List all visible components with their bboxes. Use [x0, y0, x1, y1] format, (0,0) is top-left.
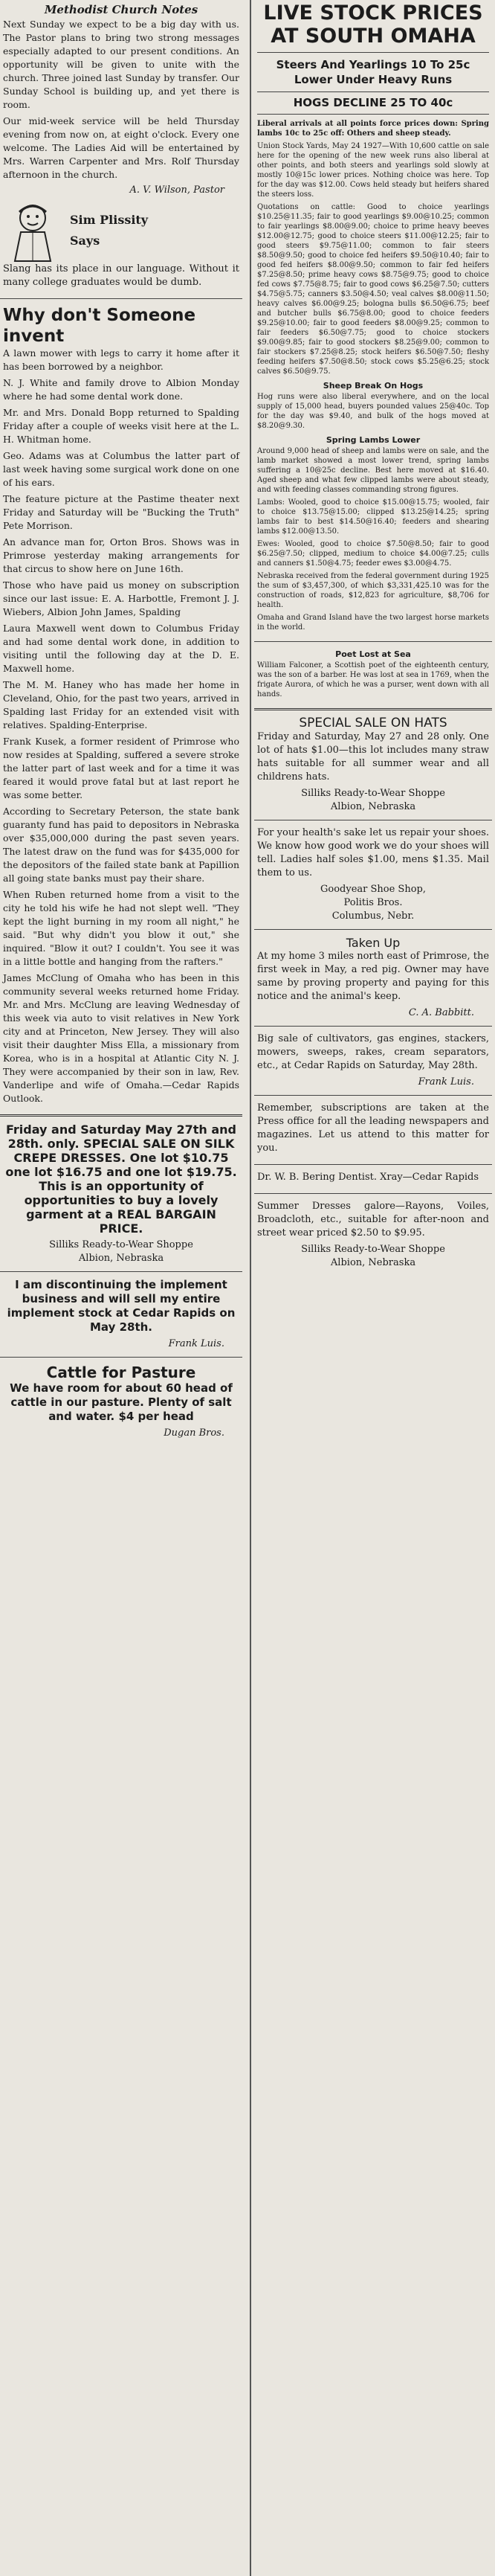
livestock-p4: Around 9,000 head of sheep and lambs were on sale, and the lamb market showed a most lower trend, spring lambs suffering a 10@25c decline. Best here moved at $16.40. Aged sheep and what few clipped lambs were about steady, and with feeding classes commanding strong figures.: [257, 447, 489, 494]
shoe-owner: Politis Bros.: [343, 897, 403, 908]
cattle-sign: Dugan Bros.: [164, 1427, 224, 1439]
hats-store: Silliks Ready-to-Wear Shoppe: [301, 788, 445, 799]
hats-ad: [254, 715, 492, 815]
why-item-12: James McClung of Omaha who has been in this community several weeks returned home Friday. Mr. and Mrs. McClung are leaving Wednesday of this week via auto to visit relatives in New York city and at Princeton, New Jersey. They will also visit their daughter Miss Ella, a missionary from Korea, who is in a hospital at Atlantic City N. J. They were accompanied by their son in law, Rev. Vanderlipe and wife of Omaha.—Cedar Rapids Outlook.: [3, 972, 239, 1104]
why-item-5: An advance man for, Orton Bros. Shows was in Primrose yesterday making arrangements for that circus to show here on June 16th.: [3, 536, 239, 574]
silk-dress-ad: [0, 1121, 242, 1267]
livestock-sub-1: Steers And Yearlings 10 To 25c Lower Under Heavy Runs: [276, 58, 470, 86]
big-sale-text: Big sale of cultivators, gas engines, stackers, mowers, sweeps, rakes, cream separators, etc., at Cedar Rapids on Saturday, May 28th.: [257, 1033, 489, 1071]
implement-ad: [0, 1276, 242, 1352]
silk-dress-text: Friday and Saturday May 27th and 28th. only. SPECIAL SALE ON SILK CREPE DRESSES. One lot $10.75 one lot $16.75 and one lot $19.75. This is an opportunity of opportunities to buy a lovely garment at a REAL BARGAIN PRICE.: [5, 1122, 237, 1236]
livestock-p6: Ewes: Wooled, good to choice $7.50@8.50; fair to good $6.25@7.50; clipped, medium to choice $4.00@7.25; culls and canners $1.50@4.75; feeder ewes $3.00@4.75.: [257, 540, 489, 568]
livestock-p8: Omaha and Grand Island have the two largest horse markets in the world.: [257, 614, 489, 632]
livestock-p1: Union Stock Yards, May 24 1927—With 10,600 cattle on sale here for the opening of the new week runs also liberal at other points, and both steers and yearlings sold slowly at mostly 10@15c lower prices. Nothing choice was here. Top for the day was $12.00. Cows held steady but heifers shared the steers loss.: [257, 142, 489, 199]
sim-header: [3, 199, 239, 263]
livestock-p3: Hog runs were also liberal everywhere, and on the local supply of 15,000 head, buyers pounded values 25@40c. Top for the day was $9.40, and bulk of the hogs moved at $8.20@9.30.: [257, 393, 489, 430]
divider: [0, 1271, 242, 1272]
why-item-0: A lawn mower with legs to carry it home after it has been borrowed by a neighbor.: [3, 347, 239, 372]
taken-up-notice: [254, 934, 492, 1021]
summer-dress-ad: [254, 1198, 492, 1271]
livestock-p2: Quotations on cattle: Good to choice yearlings $10.25@11.35; fair to good yearlings $9.00@10.25; common to fair yearlings $8.00@9.00; choice to prime heavy beeves $12.00@12.75; good to choice steers $11.00@12.25; fair to good steers $9.75@11.00; common to fair steers $8.50@9.50; good to choice fed heifers $9.50@10.40; fair to good fed heifers $8.00@9.50; common to fair fed heifers $7.25@8.50; prime heavy cows $8.75@9.75; good to choice fed cows $7.75@8.75; fair to good cows $6.25@7.50; cutters $4.75@5.75; canners $3.50@4.50; veal calves $8.00@11.50; heavy calves $6.00@9.25; bologna bulls $6.50@6.75; beef and butcher bulls $6.75@8.00; good to choice feeders $9.25@10.00; fair to good feeders $8.00@9.25; common to fair feeders $6.50@7.75; good to choice stockers $9.00@9.85; fair to good stockers $8.25@9.00; common to fair stockers $7.25@8.25; stock heifers $6.50@7.50; fleshy feeding heifers $7.50@8.50; stock cows $5.25@6.25; stock calves $6.50@9.75.: [257, 203, 489, 376]
summer-dress-town: Albion, Nebraska: [330, 1257, 416, 1268]
divider: [257, 114, 489, 115]
why-item-11: When Ruben returned home from a visit to the city he told his wife he had not slept well. "They kept the light burning in my room all night," he said. "But why didn't you blow it out," she inquired. "Blow it out? I couldn't. You see it was in a little bottle and hanging from the rafters.": [3, 889, 239, 967]
sim-says: Says: [70, 234, 100, 248]
poet-text: William Falconer, a Scottish poet of the eighteenth century, was the son of a barber. He was lost at sea in 1769, when the frigate Aurora, of which he was a purser, went down with all hands.: [257, 661, 489, 698]
sim-quote: Slang has its place in our language. Without it many college graduates would be dumb.: [3, 263, 239, 288]
why-item-10: According to Secretary Peterson, the state bank guaranty fund has paid to depositors in Nebraska over $35,000,000 during the past seven years. The latest draw on the fund was for $435,000 for the depositors of the failed state bank at Papillion all going state banks must pay their share.: [3, 806, 239, 884]
cattle-ad: [0, 1362, 242, 1442]
sheep-title: Sheep Break On Hogs: [323, 381, 424, 391]
livestock-headline-1: LIVE STOCK PRICES: [263, 1, 483, 25]
hats-text: Friday and Saturday, May 27 and 28 only. One lot of hats $1.00—this lot includes many straw hats suitable for all summer wear and all childrens hats.: [257, 731, 489, 783]
why-dont-section: [0, 303, 242, 1110]
livestock-lead: Liberal arrivals at all points force prices down: Spring lambs 10c to 25c off: Others and sheep steady.: [257, 120, 489, 138]
silk-dress-store: Silliks Ready-to-Wear Shoppe: [49, 1239, 193, 1250]
taken-up-text: At my home 3 miles north east of Primrose, the first week in May, a red pig. Owner may have same by proving property and paying for this notice and the animal's keep.: [257, 951, 490, 1002]
sim-title: Sim Plissity: [70, 213, 149, 227]
why-title: Why don't Someone invent: [3, 306, 196, 346]
sim-plissity: [0, 197, 242, 294]
methodist-text: Next Sunday we expect to be a big day with us. The Pastor plans to bring two strong messages especially adapted to our present conditions. An opportunity will be given to unite with the church. Three joined last Sunday by transfer. Our Sunday School is building up, and yet there is room.: [3, 19, 239, 110]
big-sale-ad: [254, 1031, 492, 1091]
shoe-ad: [254, 825, 492, 925]
silk-dress-town: Albion, Nebraska: [78, 1253, 164, 1264]
divider: [0, 298, 242, 299]
taken-up-sign: C. A. Babbitt.: [408, 1007, 474, 1018]
summer-dress-text: Summer Dresses galore—Rayons, Voiles, Broadcloth, etc., suitable for after-noon and street wear priced $2.50 to $9.95.: [257, 1201, 489, 1239]
poet-article: [254, 646, 492, 704]
livestock-p5: Lambs: Wooled, good to choice $15.00@15.75; wooled, fair to choice $13.75@15.00; clipped $13.25@14.25; spring lambs fair to best $14.50@16.40; feeders and shearing lambs $12.00@13.50.: [257, 498, 489, 536]
left-column: [0, 0, 242, 2576]
divider: [254, 1193, 492, 1194]
divider: [254, 1164, 492, 1165]
implement-sign: Frank Luis.: [168, 1338, 224, 1349]
why-item-2: Mr. and Mrs. Donald Bopp returned to Spalding Friday after a couple of weeks visit here at the L. H. Whitman home.: [3, 407, 239, 445]
livestock-headline-2: AT SOUTH OMAHA: [271, 25, 476, 48]
why-item-8: The M. M. Haney who has made her home in Cleveland, Ohio, for the past two years, arrived in Spalding last Friday for an extended visit with relatives. Spalding-Enterprise.: [3, 679, 239, 730]
why-item-6: Those who have paid us money on subscription since our last issue: E. A. Harbottle, Fremont J. J. Wiebers, Albion John James, Spalding: [3, 579, 239, 617]
implement-text: I am discontinuing the implement business and will sell my entire implement stock at Cedar Rapids on May 28th.: [7, 1278, 236, 1334]
why-item-1: N. J. White and family drove to Albion Monday where he had some dental work done.: [3, 377, 239, 402]
remember-text: Remember, subscriptions are taken at the Press office for all the leading newspapers and magazines. Let us attend to this matter for you.: [257, 1102, 489, 1154]
cattle-text: We have room for about 60 head of cattle in our pasture. Plenty of salt and water. $4 per head: [10, 1381, 233, 1423]
divider: [254, 1095, 492, 1096]
shoe-town: Columbus, Nebr.: [331, 910, 415, 922]
poet-title: Poet Lost at Sea: [335, 649, 411, 659]
summer-dress-store: Silliks Ready-to-Wear Shoppe: [301, 1244, 445, 1255]
divider: [257, 91, 489, 92]
divider: [257, 52, 489, 53]
cattle-title: Cattle for Pasture: [46, 1364, 196, 1381]
why-item-9: Frank Kusek, a former resident of Primrose who now resides at Spalding, suffered a severe stroke the latter part of last week and for a time it was feared it would prove fatal but at last report he was some better.: [3, 736, 239, 800]
shoe-text: For your health's sake let us repair your shoes. We know how good work we do your shoes will tell. Ladies half soles $1.00, mens $1.35. Mail them to us.: [257, 827, 489, 879]
divider: [254, 641, 492, 642]
methodist-signature: A. V. Wilson, Pastor: [129, 184, 224, 196]
divider: [0, 1357, 242, 1358]
cartoon-man-icon: [3, 199, 62, 263]
divider: [254, 1026, 492, 1027]
big-sale-sign: Frank Luis.: [418, 1076, 474, 1088]
livestock-article: [254, 0, 492, 637]
divider: [0, 1114, 242, 1117]
shoe-store: Goodyear Shoe Shop,: [320, 884, 426, 895]
divider: [254, 929, 492, 930]
dentist-card: [254, 1169, 492, 1189]
lamb-title: Spring Lambs Lower: [326, 435, 421, 445]
methodist-notes: [0, 0, 242, 197]
why-item-7: Laura Maxwell went down to Columbus Friday and had some dental work done, in addition to visiting until the following day at the D. E. Maxwell home.: [3, 623, 239, 674]
why-item-4: The feature picture at the Pastime theater next Friday and Saturday will be "Bucking the Truth" Pete Morrison.: [3, 493, 239, 531]
why-item-3: Geo. Adams was at Columbus the latter part of last week having some surgical work done on one of his ears.: [3, 450, 239, 488]
right-column: [250, 0, 492, 2576]
methodist-title: Methodist Church Notes: [44, 3, 198, 16]
divider: [254, 708, 492, 710]
remember-notice: [254, 1100, 492, 1160]
hats-town: Albion, Nebraska: [330, 801, 416, 812]
dentist-text: Dr. W. B. Bering Dentist. Xray—Cedar Rapids: [257, 1172, 479, 1183]
methodist-text-2: Our mid-week service will be held Thursday evening from now on, at eight o'clock. Every one welcome. The Ladies Aid will be entertained by Mrs. Warren Carpenter and Mrs. Rolf Thursday afternoon in the church.: [3, 115, 239, 180]
livestock-sub-2: HOGS DECLINE 25 TO 40c: [293, 96, 453, 109]
taken-up-title: Taken Up: [346, 936, 401, 950]
hats-title: SPECIAL SALE ON HATS: [299, 716, 447, 730]
livestock-p7: Nebraska received from the federal government during 1925 the sum of $3,457,300, of which $3,331,425.10 was for the construction of roads, $12,823 for agriculture, $8,706 for health.: [257, 572, 489, 609]
